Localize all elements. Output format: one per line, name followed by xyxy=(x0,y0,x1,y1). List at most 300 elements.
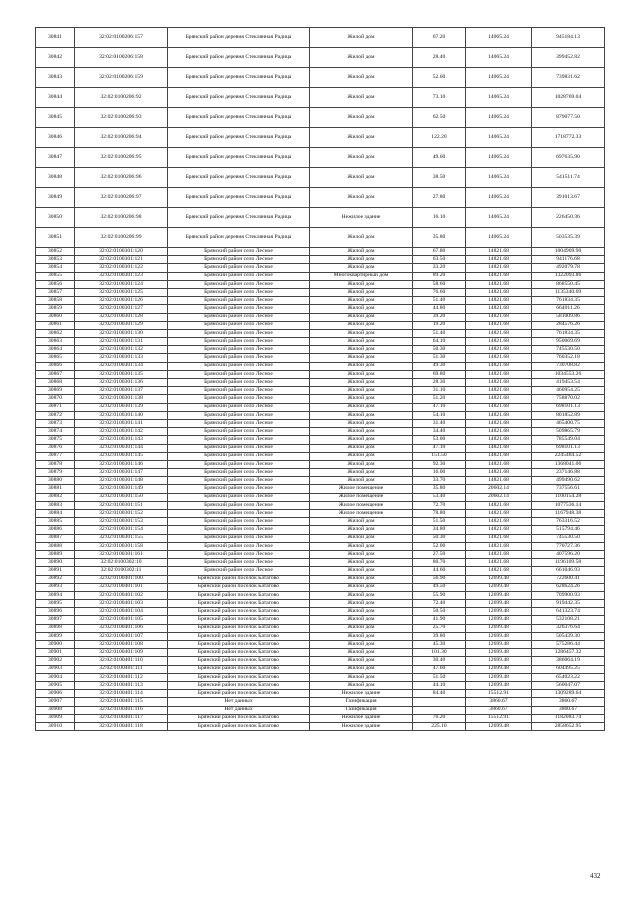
row-number-cell: 30909 xyxy=(36,714,75,722)
table-row xyxy=(36,673,605,681)
table-row xyxy=(36,616,605,624)
area-cell: 53.00 xyxy=(413,436,466,444)
area-cell: 49.60 xyxy=(413,148,466,168)
object-type-cell: Жилой дом xyxy=(310,419,413,427)
cadastral-value-cell: 730708.82 xyxy=(532,362,605,370)
address-cell: Брянский район деревня Стеклянная Радица xyxy=(168,148,310,168)
address-cell: Брянский район село Лесное xyxy=(168,477,310,485)
row-number-cell: 30881 xyxy=(36,485,75,493)
cadastral-value-cell: 761834.35 xyxy=(532,297,605,305)
area-cell xyxy=(413,706,466,714)
area-cell: 35.80 xyxy=(413,485,466,493)
unit-value-cell: 14821.68 xyxy=(466,550,532,558)
cadastral-number-cell: 32:02:0100301:140 xyxy=(75,411,168,419)
cadastral-value-cell: 419453.54 xyxy=(532,379,605,387)
row-number-cell: 30848 xyxy=(36,168,75,188)
area-cell: 44.80 xyxy=(413,305,466,313)
unit-value-cell: 14821.68 xyxy=(466,460,532,468)
object-type-cell: Жилой дом xyxy=(310,168,413,188)
unit-value-cell: 14821.68 xyxy=(466,518,532,526)
area-cell: 28.40 xyxy=(413,48,466,68)
cadastral-value-cell: 945184.13 xyxy=(532,28,605,48)
address-cell: Брянский район поселок Батагово xyxy=(168,681,310,689)
row-number-cell: 30889 xyxy=(36,550,75,558)
object-type-cell: Жилой дом xyxy=(310,542,413,550)
unit-value-cell: 14065.24 xyxy=(466,88,532,108)
area-cell: 44.60 xyxy=(413,567,466,575)
unit-value-cell: 14821.68 xyxy=(466,469,532,477)
area-cell: 39.80 xyxy=(413,632,466,640)
row-number-cell: 30851 xyxy=(36,228,75,248)
row-number-cell: 30875 xyxy=(36,436,75,444)
table-row xyxy=(36,493,605,501)
cadastral-value-cell: 499490.62 xyxy=(532,477,605,485)
cadastral-value-cell: 326376.64 xyxy=(532,624,605,632)
address-cell: Брянский район поселок Батагово xyxy=(168,649,310,657)
row-number-cell: 30908 xyxy=(36,706,75,714)
row-number-cell: 30885 xyxy=(36,518,75,526)
cadastral-number-cell: 32:02:0100301:158 xyxy=(75,542,168,550)
table-row xyxy=(36,362,605,370)
cadastral-value-cell: 941176.68 xyxy=(532,256,605,264)
cadastral-value-cell: 505439.30 xyxy=(532,632,605,640)
object-type-cell: Жилой дом xyxy=(310,681,413,689)
cadastral-value-cell: 1100154.28 xyxy=(532,493,605,501)
address-cell: Брянский район село Лесное xyxy=(168,510,310,518)
cadastral-value-cell: 879077.50 xyxy=(532,108,605,128)
object-type-cell: Жилой дом xyxy=(310,288,413,296)
cadastral-number-cell: 32:02:0100206:158 xyxy=(75,48,168,68)
row-number-cell: 30891 xyxy=(36,567,75,575)
cadastral-value-cell: 2858652.95 xyxy=(532,722,605,730)
row-number-cell: 30847 xyxy=(36,148,75,168)
unit-value-cell: 14821.68 xyxy=(466,526,532,534)
object-type-cell: Жилое помещение xyxy=(310,501,413,509)
area-cell: 25.70 xyxy=(413,624,466,632)
table-row xyxy=(36,346,605,354)
address-cell: Брянский район поселок Батагово xyxy=(168,583,310,591)
cadastral-value-cell: 1368041.06 xyxy=(532,460,605,468)
row-number-cell: 30896 xyxy=(36,608,75,616)
table-row xyxy=(36,591,605,599)
cadastral-value-cell: 465400.75 xyxy=(532,419,605,427)
row-number-cell: 30864 xyxy=(36,346,75,354)
cadastral-number-cell: 32:02:0100401:110 xyxy=(75,657,168,665)
cadastral-number-cell: 32:02:0100301:137 xyxy=(75,387,168,395)
cadastral-number-cell: 32:02:0100401:114 xyxy=(75,690,168,698)
cadastral-value-cell: 399452.82 xyxy=(532,48,605,68)
object-type-cell: Жилой дом xyxy=(310,665,413,673)
cadastral-value-cell: 770727.36 xyxy=(532,542,605,550)
address-cell: Брянский район деревня Стеклянная Радица xyxy=(168,228,310,248)
unit-value-cell: 14821.68 xyxy=(466,379,532,387)
table-row xyxy=(36,469,605,477)
object-type-cell: Жилой дом xyxy=(310,428,413,436)
cadastral-value-cell: 1286457.32 xyxy=(532,649,605,657)
cadastral-value-cell: 237146.88 xyxy=(532,469,605,477)
object-type-cell: Жилой дом xyxy=(310,624,413,632)
object-type-cell: Жилой дом xyxy=(310,444,413,452)
address-cell: Брянский район село Лесное xyxy=(168,305,310,313)
address-cell: Брянский район село Лесное xyxy=(168,469,310,477)
row-number-cell: 30870 xyxy=(36,395,75,403)
table-row xyxy=(36,288,605,296)
object-type-cell: Жилой дом xyxy=(310,452,413,460)
table-row xyxy=(36,128,605,148)
unit-value-cell: 15512.91 xyxy=(466,714,532,722)
address-cell: Брянский район село Лесное xyxy=(168,379,310,387)
area-cell: 72.40 xyxy=(413,600,466,608)
address-cell: Брянский район село Лесное xyxy=(168,264,310,272)
address-cell: Брянский район поселок Батагово xyxy=(168,600,310,608)
table-row xyxy=(36,550,605,558)
row-number-cell: 30902 xyxy=(36,657,75,665)
unit-value-cell: 14821.68 xyxy=(466,256,532,264)
cadastral-number-cell: 32:02:0100301:148 xyxy=(75,477,168,485)
area-cell: 67.80 xyxy=(413,248,466,256)
cadastral-number-cell: 32:02:0100401:100 xyxy=(75,575,168,583)
area-cell: 51.40 xyxy=(413,329,466,337)
unit-value-cell: 12699.48 xyxy=(466,657,532,665)
address-cell: Брянский район поселок Батагово xyxy=(168,657,310,665)
unit-value-cell: 14821.68 xyxy=(466,280,532,288)
object-type-cell: Жилой дом xyxy=(310,264,413,272)
object-type-cell: Жилой дом xyxy=(310,362,413,370)
object-type-cell: Жилой дом xyxy=(310,305,413,313)
object-type-cell: Жилой дом xyxy=(310,313,413,321)
cadastral-number-cell: 32:02:0100301:126 xyxy=(75,297,168,305)
area-cell: 51.40 xyxy=(413,297,466,305)
object-type-cell: Нежилое здание xyxy=(310,690,413,698)
cadastral-number-cell: 32:02:0100301:132 xyxy=(75,346,168,354)
table-row xyxy=(36,297,605,305)
cadastral-number-cell: 32:02:0100401:111 xyxy=(75,665,168,673)
unit-value-cell: 14821.68 xyxy=(466,362,532,370)
cadastral-number-cell: 32:02:0100401:118 xyxy=(75,722,168,730)
area-cell: 39.20 xyxy=(413,313,466,321)
row-number-cell: 30861 xyxy=(36,321,75,329)
unit-value-cell: 14821.68 xyxy=(466,477,532,485)
area-cell: 33.70 xyxy=(413,477,466,485)
table-row xyxy=(36,706,605,714)
row-number-cell: 30910 xyxy=(36,722,75,730)
cadastral-number-cell: 32:02:0100401:101 xyxy=(75,583,168,591)
cadastral-number-cell: 32:02:0100301:127 xyxy=(75,305,168,313)
address-cell: Брянский район поселок Батагово xyxy=(168,641,310,649)
unit-value-cell: 3860.67 xyxy=(466,706,532,714)
row-number-cell: 30884 xyxy=(36,510,75,518)
unit-value-cell: 14821.68 xyxy=(466,264,532,272)
row-number-cell: 30899 xyxy=(36,632,75,640)
cadastral-number-cell: 32:02:0100301:128 xyxy=(75,313,168,321)
table-row xyxy=(36,168,605,188)
unit-value-cell: 14821.68 xyxy=(466,272,532,280)
cadastral-number-cell: 32:02:0100301:151 xyxy=(75,501,168,509)
cadastral-number-cell: 32:02:0100401:102 xyxy=(75,591,168,599)
address-cell: Нет данных xyxy=(168,706,310,714)
area-cell: 52.00 xyxy=(413,542,466,550)
cadastral-value-cell: 697635.90 xyxy=(532,148,605,168)
cadastral-number-cell: 32:02:0100401:104 xyxy=(75,608,168,616)
unit-value-cell: 14821.68 xyxy=(466,321,532,329)
area-cell: 51.50 xyxy=(413,673,466,681)
unit-value-cell: 12699.48 xyxy=(466,624,532,632)
address-cell: Брянский район поселок Батагово xyxy=(168,632,310,640)
unit-value-cell: 14821.68 xyxy=(466,419,532,427)
cadastral-value-cell: 604495.25 xyxy=(532,665,605,673)
table-row xyxy=(36,501,605,509)
address-cell: Брянский район поселок Батагово xyxy=(168,665,310,673)
object-type-cell: Жилой дом xyxy=(310,387,413,395)
unit-value-cell: 14821.68 xyxy=(466,354,532,362)
object-type-cell: Газификация xyxy=(310,698,413,706)
object-type-cell: Нежилое здание xyxy=(310,208,413,228)
area-cell: 51.50 xyxy=(413,518,466,526)
unit-value-cell: 12699.48 xyxy=(466,616,532,624)
address-cell: Брянский район поселок Батагово xyxy=(168,575,310,583)
table-row xyxy=(36,526,605,534)
address-cell: Брянский район деревня Стеклянная Радица xyxy=(168,128,310,148)
row-number-cell: 30898 xyxy=(36,624,75,632)
address-cell: Брянский район поселок Батагово xyxy=(168,616,310,624)
cadastral-value-cell: 1309289.64 xyxy=(532,690,605,698)
cadastral-value-cell: 709900.93 xyxy=(532,591,605,599)
cadastral-number-cell: 32:02:0100301:150 xyxy=(75,493,168,501)
row-number-cell: 30849 xyxy=(36,188,75,208)
object-type-cell: Жилой дом xyxy=(310,616,413,624)
row-number-cell: 30866 xyxy=(36,362,75,370)
cadastral-value-cell: 560047.07 xyxy=(532,681,605,689)
table-row xyxy=(36,387,605,395)
unit-value-cell: 14065.24 xyxy=(466,188,532,208)
table-row xyxy=(36,256,605,264)
area-cell: 47.10 xyxy=(413,403,466,411)
object-type-cell: Жилой дом xyxy=(310,188,413,208)
address-cell: Брянский район поселок Батагово xyxy=(168,722,310,730)
unit-value-cell: 14821.68 xyxy=(466,297,532,305)
unit-value-cell: 12699.48 xyxy=(466,665,532,673)
unit-value-cell: 14821.68 xyxy=(466,313,532,321)
table-row xyxy=(36,88,605,108)
cadastral-value-cell: 3860.67 xyxy=(532,706,605,714)
address-cell: Брянский район село Лесное xyxy=(168,444,310,452)
row-number-cell: 30874 xyxy=(36,428,75,436)
unit-value-cell: 20602.14 xyxy=(466,493,532,501)
cadastral-value-cell: 407596.20 xyxy=(532,550,605,558)
cadastral-number-cell: 32:02:0100206:95 xyxy=(75,148,168,168)
unit-value-cell: 12699.48 xyxy=(466,673,532,681)
row-number-cell: 30852 xyxy=(36,248,75,256)
object-type-cell: Жилой дом xyxy=(310,256,413,264)
address-cell: Брянский район село Лесное xyxy=(168,518,310,526)
area-cell: 44.10 xyxy=(413,681,466,689)
row-number-cell: 30893 xyxy=(36,583,75,591)
area-cell: 78.80 xyxy=(413,510,466,518)
area-cell xyxy=(413,698,466,706)
cadastral-value-cell: 1167948.38 xyxy=(532,510,605,518)
address-cell: Брянский район село Лесное xyxy=(168,370,310,378)
table-body xyxy=(36,28,605,731)
cadastral-value-cell: 284576.26 xyxy=(532,321,605,329)
table-row xyxy=(36,305,605,313)
table-row xyxy=(36,714,605,722)
cadastral-value-cell: 575286.44 xyxy=(532,641,605,649)
cadastral-value-cell: 950069.69 xyxy=(532,338,605,346)
cadastral-number-cell: 32:02:0100301:134 xyxy=(75,362,168,370)
address-cell: Брянский район село Лесное xyxy=(168,329,310,337)
row-number-cell: 30843 xyxy=(36,68,75,88)
table-row xyxy=(36,518,605,526)
cadastral-value-cell: 492079.78 xyxy=(532,264,605,272)
cadastral-value-cell: 801852.89 xyxy=(532,411,605,419)
cadastral-number-cell: 32:02:0100206:94 xyxy=(75,128,168,148)
object-type-cell: Жилой дом xyxy=(310,518,413,526)
cadastral-number-cell: 32:02:0100401:109 xyxy=(75,649,168,657)
row-number-cell: 30859 xyxy=(36,305,75,313)
table-row xyxy=(36,354,605,362)
object-type-cell: Жилой дом xyxy=(310,591,413,599)
object-type-cell: Жилой дом xyxy=(310,567,413,575)
cadastral-number-cell: 32:02:0100301:120 xyxy=(75,248,168,256)
row-number-cell: 30877 xyxy=(36,452,75,460)
table-row xyxy=(36,313,605,321)
area-cell: 225.10 xyxy=(413,722,466,730)
area-cell: 52.60 xyxy=(413,68,466,88)
cadastral-number-cell: 32:02:0100301:141 xyxy=(75,419,168,427)
table-row xyxy=(36,280,605,288)
cadastral-value-cell: 1322093.86 xyxy=(532,272,605,280)
area-cell: 16.10 xyxy=(413,208,466,228)
object-type-cell: Жилой дом xyxy=(310,379,413,387)
row-number-cell: 30844 xyxy=(36,88,75,108)
unit-value-cell: 12699.48 xyxy=(466,681,532,689)
cadastral-value-cell: 3860.67 xyxy=(532,698,605,706)
object-type-cell: Жилое помещение xyxy=(310,485,413,493)
area-cell: 47.10 xyxy=(413,444,466,452)
cadastral-number-cell: 32:02:0100401:115 xyxy=(75,698,168,706)
area-cell: 19.20 xyxy=(413,321,466,329)
address-cell: Брянский район село Лесное xyxy=(168,395,310,403)
area-cell: 50.50 xyxy=(413,608,466,616)
object-type-cell: Жилой дом xyxy=(310,583,413,591)
address-cell: Брянский район деревня Стеклянная Радица xyxy=(168,88,310,108)
address-cell: Брянский район село Лесное xyxy=(168,501,310,509)
area-cell: 64.10 xyxy=(413,338,466,346)
object-type-cell: Жилой дом xyxy=(310,657,413,665)
unit-value-cell: 15512.91 xyxy=(466,690,532,698)
object-type-cell: Жилой дом xyxy=(310,460,413,468)
row-number-cell: 30865 xyxy=(36,354,75,362)
unit-value-cell: 14821.68 xyxy=(466,248,532,256)
unit-value-cell: 12699.48 xyxy=(466,649,532,657)
cadastral-number-cell: 32:02:0100401:103 xyxy=(75,600,168,608)
object-type-cell: Жилой дом xyxy=(310,395,413,403)
row-number-cell: 30858 xyxy=(36,297,75,305)
table-row xyxy=(36,485,605,493)
table-row xyxy=(36,444,605,452)
cadastral-number-cell: 32:02:0100401:113 xyxy=(75,681,168,689)
table-row xyxy=(36,649,605,657)
row-number-cell: 30882 xyxy=(36,493,75,501)
area-cell: 49.50 xyxy=(413,583,466,591)
unit-value-cell: 14821.68 xyxy=(466,510,532,518)
area-cell: 51.20 xyxy=(413,395,466,403)
object-type-cell: Жилой дом xyxy=(310,108,413,128)
unit-value-cell: 14821.68 xyxy=(466,534,532,542)
object-type-cell: Жилой дом xyxy=(310,403,413,411)
table-row xyxy=(36,403,605,411)
object-type-cell: Нежилое здание xyxy=(310,722,413,730)
table-row xyxy=(36,542,605,550)
address-cell: Брянский район село Лесное xyxy=(168,567,310,575)
object-type-cell: Жилой дом xyxy=(310,477,413,485)
object-type-cell: Жилой дом xyxy=(310,608,413,616)
cadastral-number-cell: 32:02:0100206:97 xyxy=(75,188,168,208)
table-row xyxy=(36,338,605,346)
table-row xyxy=(36,600,605,608)
table-row xyxy=(36,272,605,280)
cadastral-number-cell: 32:02:0100401:107 xyxy=(75,632,168,640)
row-number-cell: 30888 xyxy=(36,542,75,550)
cadastral-value-cell: 758870.02 xyxy=(532,395,605,403)
table-row xyxy=(36,264,605,272)
area-cell: 67.20 xyxy=(413,28,466,48)
table-row xyxy=(36,208,605,228)
address-cell: Брянский район село Лесное xyxy=(168,559,310,567)
object-type-cell: Жилой дом xyxy=(310,534,413,542)
cadastral-value-cell: 2245484.52 xyxy=(532,452,605,460)
address-cell: Брянский район деревня Стеклянная Радица xyxy=(168,28,310,48)
table-row xyxy=(36,379,605,387)
cadastral-number-cell: 32:02:0100302:10 xyxy=(75,559,168,567)
page-number: 432 xyxy=(590,872,601,880)
unit-value-cell: 14821.68 xyxy=(466,387,532,395)
cadastral-value-cell: 1196109.58 xyxy=(532,559,605,567)
unit-value-cell: 14821.68 xyxy=(466,452,532,460)
row-number-cell: 30883 xyxy=(36,501,75,509)
row-number-cell: 30841 xyxy=(36,28,75,48)
cadastral-value-cell: 919442.35 xyxy=(532,600,605,608)
object-type-cell: Жилой дом xyxy=(310,575,413,583)
unit-value-cell: 12699.48 xyxy=(466,583,532,591)
address-cell: Брянский район деревня Стеклянная Радица xyxy=(168,48,310,68)
cadastral-number-cell: 32:02:0100301:153 xyxy=(75,518,168,526)
unit-value-cell: 14821.68 xyxy=(466,403,532,411)
object-type-cell: Многоквартирный дом xyxy=(310,272,413,280)
unit-value-cell: 12699.48 xyxy=(466,600,532,608)
unit-value-cell: 12699.48 xyxy=(466,591,532,599)
cadastral-value-cell: 532108.21 xyxy=(532,616,605,624)
address-cell: Брянский район село Лесное xyxy=(168,338,310,346)
table-row xyxy=(36,460,605,468)
cadastral-number-cell: 32:02:0100206:96 xyxy=(75,168,168,188)
cadastral-value-cell: 745530.50 xyxy=(532,534,605,542)
object-type-cell: Жилой дом xyxy=(310,28,413,48)
cadastral-value-cell: 654023.22 xyxy=(532,673,605,681)
row-number-cell: 30878 xyxy=(36,460,75,468)
row-number-cell: 30901 xyxy=(36,649,75,657)
row-number-cell: 30900 xyxy=(36,641,75,649)
table-row xyxy=(36,148,605,168)
address-cell: Брянский район поселок Батагово xyxy=(168,591,310,599)
cadastral-number-cell: 32:02:0100301:146 xyxy=(75,460,168,468)
unit-value-cell: 14065.24 xyxy=(466,28,532,48)
address-cell: Брянский район деревня Стеклянная Радица xyxy=(168,68,310,88)
cadastral-value-cell: 739831.62 xyxy=(532,68,605,88)
row-number-cell: 30894 xyxy=(36,591,75,599)
unit-value-cell: 14065.24 xyxy=(466,168,532,188)
cadastral-value-cell: 1004909.90 xyxy=(532,248,605,256)
